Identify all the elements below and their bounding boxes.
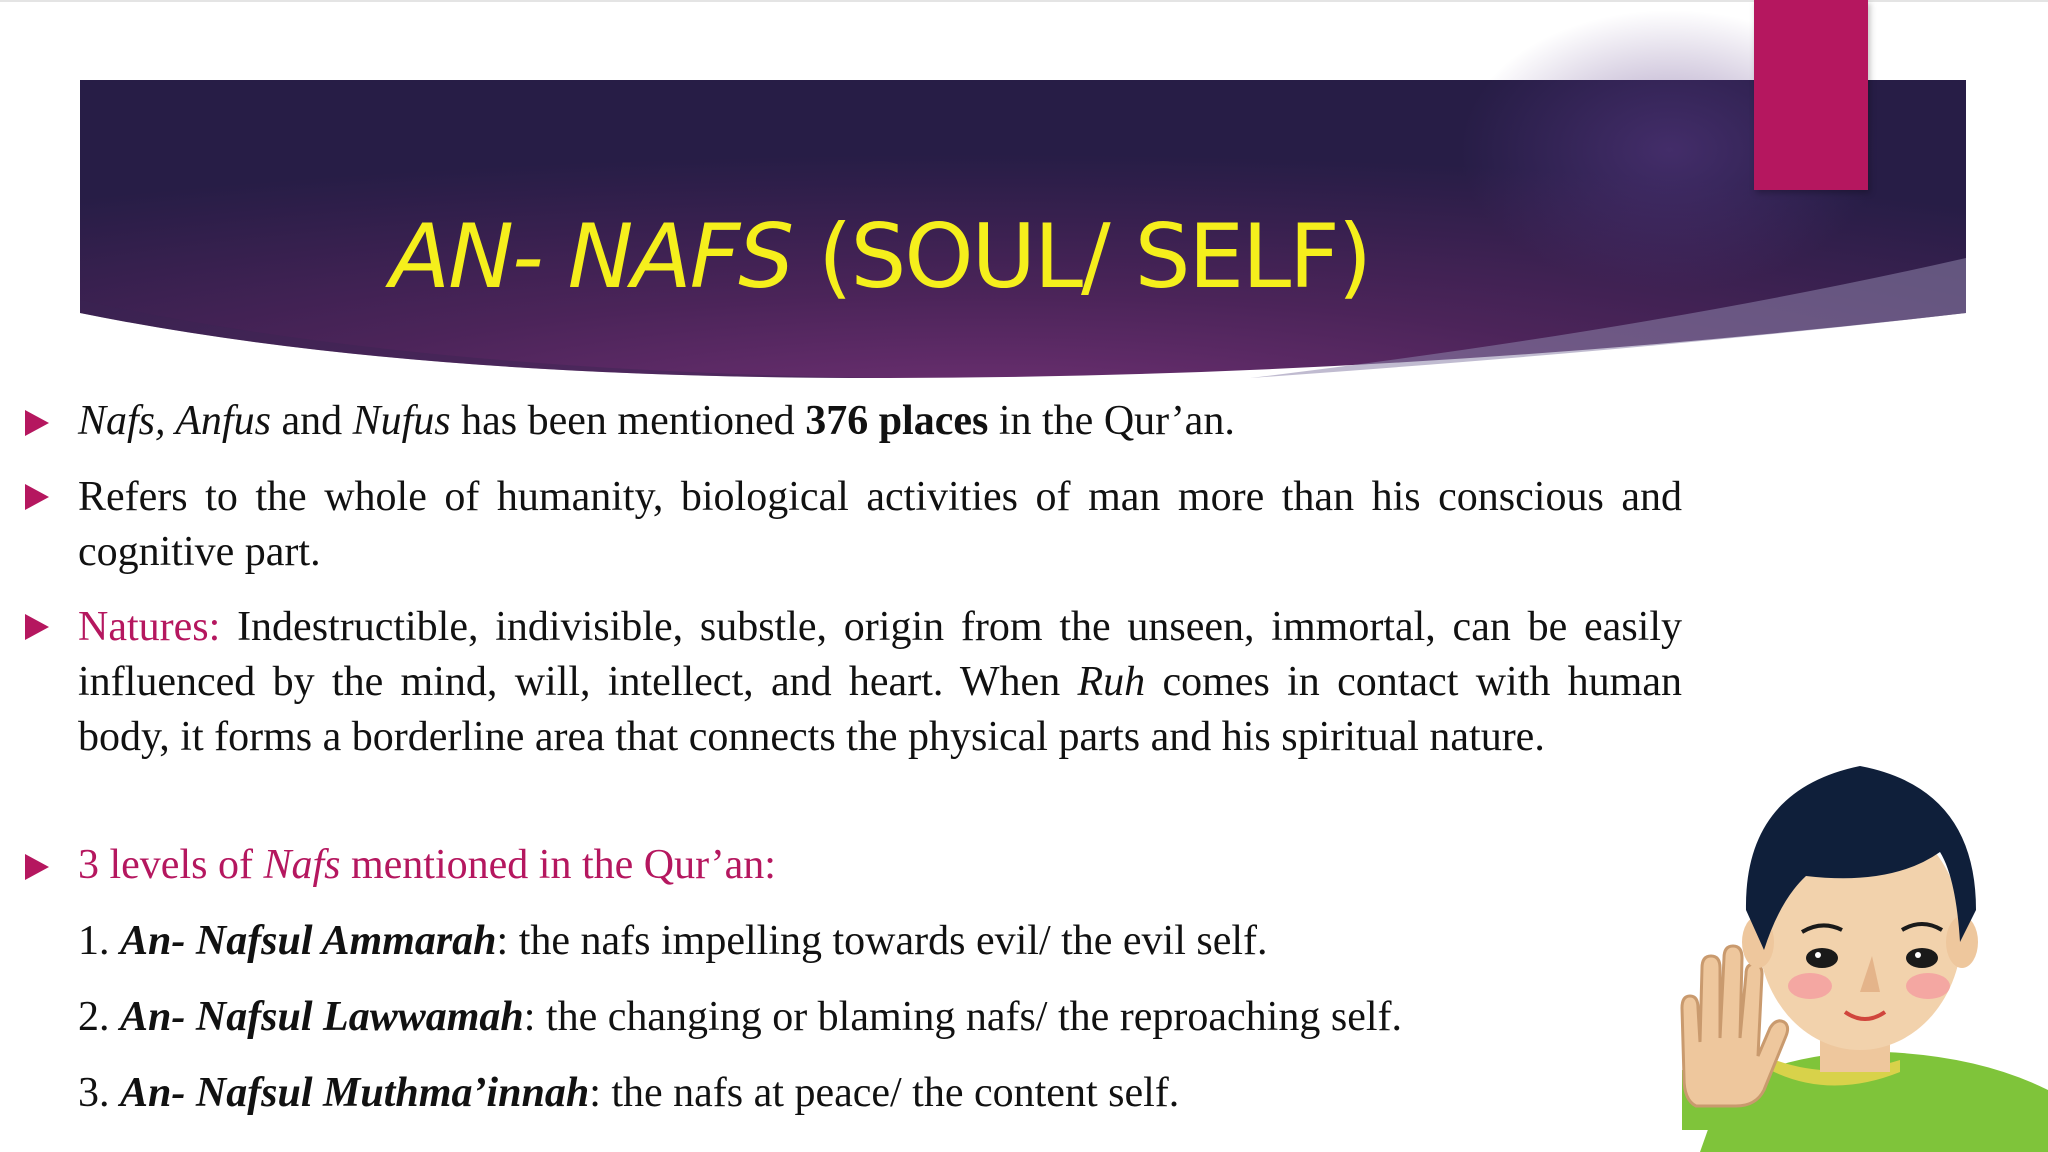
bullet-text: Refers to the whole of humanity, biological activities of man more than his conscious and cognitive part. bbox=[78, 474, 1682, 575]
level-item-3 bbox=[78, 1066, 1179, 1121]
triangle-bullet-icon bbox=[25, 484, 49, 510]
natures-text-2: comes in contact with human body, it forms a borderline area that connects the physical parts and his spiritual nature. bbox=[78, 659, 1682, 760]
triangle-bullet-icon bbox=[25, 614, 49, 640]
level-description: : the changing or blaming nafs/ the reproaching self. bbox=[523, 994, 1402, 1040]
text-quran: in the Qur’an. bbox=[988, 398, 1235, 444]
term-nafs: Nafs bbox=[263, 842, 341, 888]
levels-post: mentioned in the Qur’an: bbox=[340, 842, 776, 888]
level-item-2 bbox=[78, 990, 1402, 1045]
level-number: 2. bbox=[78, 994, 120, 1040]
term-ruh: Ruh bbox=[1077, 659, 1146, 705]
triangle-bullet-icon bbox=[25, 410, 49, 436]
level-number: 3. bbox=[78, 1070, 120, 1116]
title-rest: (SOUL/ SELF) bbox=[792, 205, 1371, 308]
levels-pre: 3 levels of bbox=[78, 842, 264, 888]
text-and: and bbox=[270, 398, 353, 444]
level-name: An- Nafsul Lawwamah bbox=[120, 994, 524, 1040]
level-description: : the nafs at peace/ the content self. bbox=[589, 1070, 1180, 1116]
bullet-text bbox=[78, 838, 1682, 893]
term-nafs-anfus: Nafs, Anfus bbox=[78, 398, 271, 444]
count-places: 376 places bbox=[805, 398, 989, 444]
level-name: An- Nafsul Ammarah bbox=[120, 918, 497, 964]
natures-text-1: Indestructible, indivisible, substle, origin from the unseen, immortal, can be easily influenced by the mind, will, intellect, and heart. When bbox=[78, 604, 1682, 705]
level-name: An- Nafsul Muthma’innah bbox=[120, 1070, 590, 1116]
bullet-text bbox=[78, 600, 1682, 765]
level-description: : the nafs impelling towards evil/ the evil self. bbox=[496, 918, 1268, 964]
text-mentioned: has been mentioned bbox=[450, 398, 806, 444]
natures-label: Natures: bbox=[78, 604, 221, 650]
title-italic: AN- NAFS bbox=[389, 205, 793, 308]
term-nufus: Nufus bbox=[352, 398, 451, 444]
level-item-1 bbox=[78, 914, 1268, 969]
waving-person-illustration bbox=[1660, 760, 2048, 1152]
bullet-text bbox=[78, 394, 1682, 449]
triangle-bullet-icon bbox=[25, 854, 49, 880]
level-number: 1. bbox=[78, 918, 120, 964]
